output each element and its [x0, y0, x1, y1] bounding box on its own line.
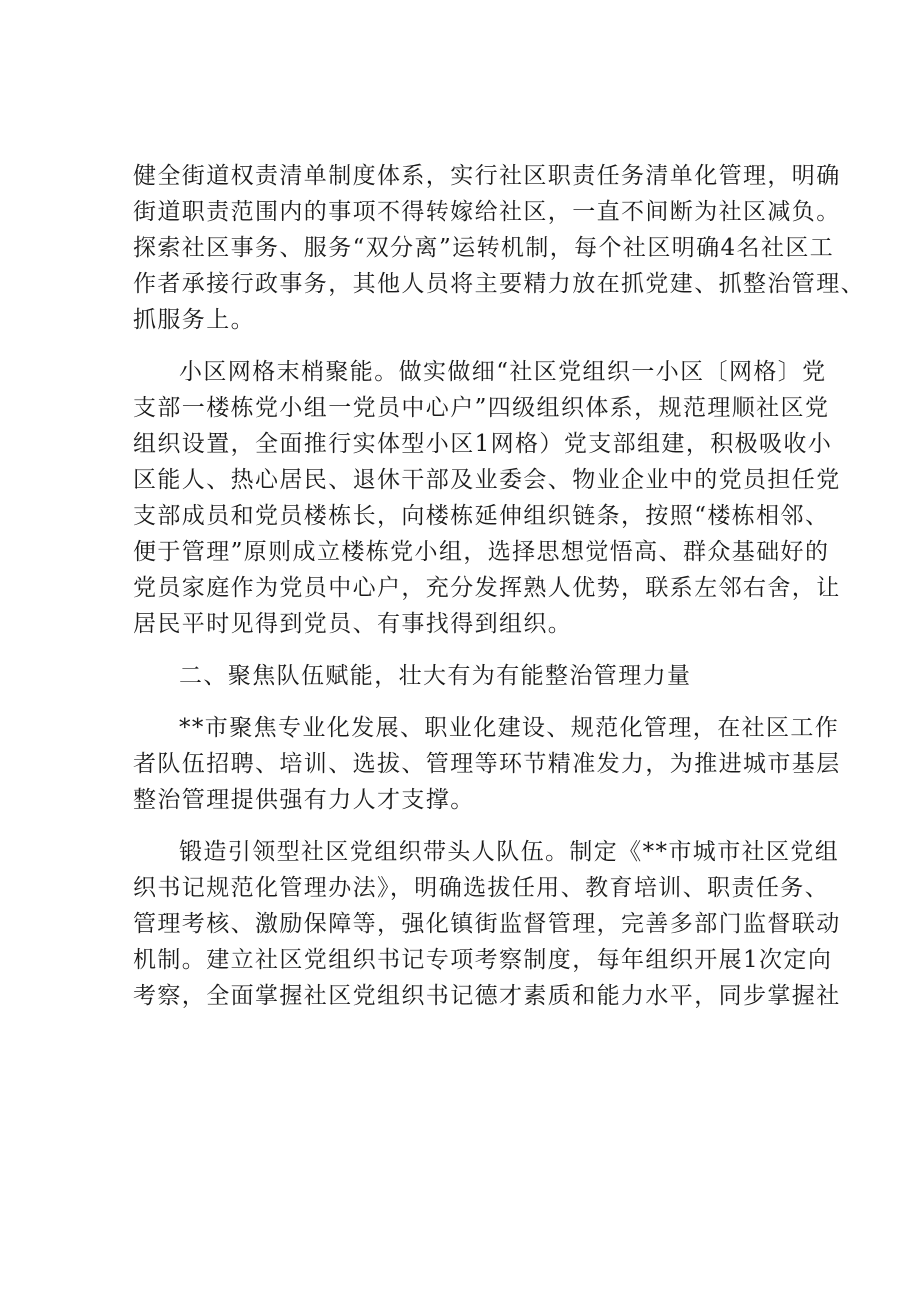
section-heading: [133, 658, 797, 694]
text-line: 整治管理提供强有力人才支撑。: [133, 787, 475, 813]
text-line: 支部一楼栋党小组一党员中心户”四级组织体系，规范理顺社区党: [133, 395, 830, 421]
text-line: 街道职责范围内的事项不得转嫁给社区，一直不间断为社区减负。: [133, 199, 841, 225]
text-line: 抓服务上。: [133, 307, 255, 333]
text-line: 健全街道权责清单制度体系，实行社区职责任务清单化管理，明确: [133, 163, 841, 189]
document-body: [133, 158, 865, 1030]
text-line: 组织设置，全面推行实体型小区1网格）党支部组建，积极吸收小: [133, 431, 833, 457]
text-line: 者队伍招聘、培训、选拔、管理等环节精准发力，为推进城市基层: [133, 751, 841, 777]
text-line: 织书记规范化管理办法》，明确选拔任用、教育培训、职责任务、: [133, 875, 830, 901]
paragraph-5: [133, 834, 841, 1014]
text-line: 作者承接行政事务，其他人员将主要精力放在抓党建、抓整治管理、: [133, 271, 865, 297]
text-line: 小区网格末梢聚能。做实做细“社区党组织一小区〔网格〕党: [179, 359, 827, 385]
text-line: 考察，全面掌握社区党组织书记德才素质和能力水平，同步掌握社: [133, 983, 841, 1009]
paragraph-1: [133, 158, 865, 338]
text-line: 锻造引领型社区党组织带头人队伍。制定《**市城市社区党组: [179, 839, 840, 865]
text-line: 支部成员和党员楼栋长，向楼栋延伸组织链条，按照“楼栋相邻、: [133, 503, 830, 529]
text-line: **市聚焦专业化发展、职业化建设、规范化管理，在社区工作: [179, 715, 840, 741]
paragraph-2: [133, 354, 841, 642]
text-line: 区能人、热心居民、退休干部及业委会、物业企业中的党员担任党: [133, 467, 841, 493]
text-line: 便于管理”原则成立楼栋党小组，选择思想觉悟高、群众基础好的: [133, 539, 830, 565]
text-line: 管理考核、激励保障等，强化镇街监督管理，完善多部门监督联动: [133, 911, 841, 937]
text-line: 机制。建立社区党组织书记专项考察制度，每年组织开展1次定向: [133, 947, 833, 973]
text-line: 党员家庭作为党员中心户，充分发挥熟人优势，联系左邻右舍，让: [133, 575, 841, 601]
paragraph-4: [133, 710, 841, 818]
heading-line: 二、聚焦队伍赋能，壮大有为有能整治管理力量: [179, 663, 692, 689]
text-line: 探索社区事务、服务“双分离”运转机制，每个社区明确4名社区工: [133, 235, 835, 261]
text-line: 居民平时见得到党员、有事找得到组织。: [133, 611, 573, 637]
